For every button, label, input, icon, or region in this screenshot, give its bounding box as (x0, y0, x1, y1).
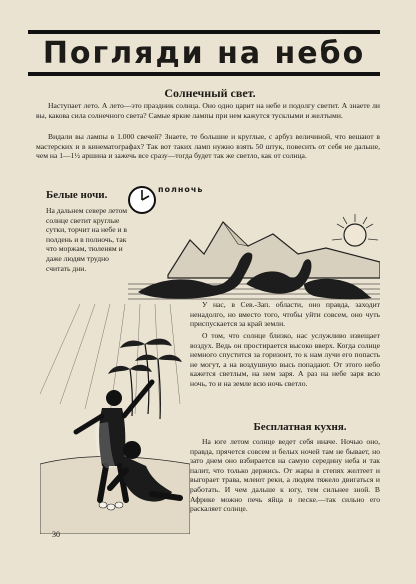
southern-scene-svg (40, 304, 190, 534)
free-kitchen-text: На юге летом солнце ведет себя иначе. Ночью оно, правда, прячется совсем и белых ночей там не бывает, но зато днем оно взбирается на самую середину неба и так палит, что только держись. От жары в степях желтеет и выгорает трава, млеют реки, а людям тяжело двигаться и работать. И чем дальше к югу, тем сильнее зной. В Африке можно печь яйца в песке.—так сильно его раскаляет солнце. (190, 437, 380, 514)
sunny-light-paragraph-1: Наступает лето. А лето—это праздник солнца. Оно одно царит на небе и подолгу светит. А знаете ли вы, какова сила солнечного света? Самые яркие лампы при нем кажутся тусклыми и желтыми. (36, 101, 380, 120)
section-title-white-nights: Белые ночи. (46, 189, 108, 201)
page-title: Погляди на небо (42, 35, 366, 71)
clock-label: полночь (158, 185, 204, 194)
sunny-light-paragraph-2: Видали вы лампы в 1.000 свечей? Знаете, те большие и круглые, с арбуз величиной, что вешают в мастерских и в кинематографах? Так вот таких ламп нужно взять 50 штук, повесить от себя не дальше, чем на 1—1½ аршина и зажечь все сразу—тогда будет так же светло, как от солнца. (36, 132, 380, 161)
northern-scene-illustration (128, 180, 380, 304)
southern-scene-illustration (40, 304, 190, 534)
section-title-sunny-light: Солнечный свет. (164, 86, 256, 100)
northwest-paragraph-2: О том, что солнце близко, нас услужливо извещает воздух. Ведь он простирается высоко вверх. Когда солнце немного спустится за горизонт, то к нам лучи его попасть не могут, а на воздушную высь попадают. От этого небо кажется светлым, на нем заря. А раз на небе заря всю ночь, то и на земле всю ночь светло. (190, 331, 380, 388)
northern-scene-svg (128, 180, 380, 304)
sun-icon (344, 224, 366, 246)
page-number: 30 (52, 530, 60, 539)
page-header (28, 30, 380, 76)
white-nights-text: На дальнем севере летом солнце светит круглые сутки, торчит на небе и в полдень и в полночь, так что моржам, тюленям и даже людям трудно считать дни. (46, 206, 128, 273)
northwest-paragraph-1: У нас, в Сев.-Зап. области, оно правда, заходит ненадолго, но вместо того, чтобы уйти совсем, оно чуть приспускается за край земли. (190, 300, 380, 329)
section-title-free-kitchen: Бесплатная кухня. (253, 421, 347, 433)
